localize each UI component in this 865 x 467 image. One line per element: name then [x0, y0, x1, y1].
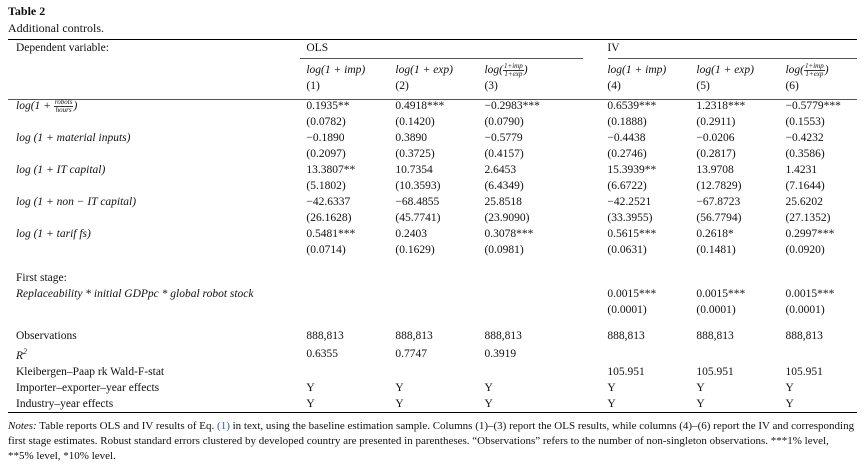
stat-cell: 888,813: [306, 330, 344, 342]
results-table: [8, 40, 857, 412]
se-cell: (6.6722): [607, 180, 647, 192]
row-label-non-it-capital: log (1 + non − IT capital): [16, 196, 137, 208]
se-cell: (45.7741): [395, 212, 441, 224]
stat-cell: [484, 364, 607, 380]
row-label-r2: $R^2$: [16, 347, 28, 362]
row-label-material: log (1 + material inputs): [16, 132, 131, 144]
coef-cell: 1.2318***: [696, 100, 746, 112]
stat-cell: Y: [395, 397, 404, 410]
col2-number: (2): [395, 80, 409, 92]
se-cell: (12.7829): [696, 180, 742, 192]
coef-cell: 25.6202: [785, 196, 823, 208]
coef-cell: 0.3078***: [484, 228, 534, 240]
coef-cell: [306, 286, 395, 302]
coef-cell: 0.1935**: [306, 100, 350, 112]
table-row: [8, 396, 857, 412]
col2-depvar: log(1 + exp): [395, 64, 453, 76]
table-notes: [8, 419, 857, 464]
table-row: [8, 380, 857, 396]
table-row: [8, 364, 857, 380]
first-stage-heading: First stage:: [16, 272, 67, 284]
coef-cell: 0.0015***: [696, 288, 746, 300]
stat-cell: 105.951: [696, 365, 734, 378]
stat-cell: 888,813: [696, 330, 734, 342]
table-row: [8, 130, 857, 146]
row-label-kp-stat: Kleibergen–Paap rk Wald-F-stat: [16, 365, 165, 378]
stat-cell: Y: [785, 381, 794, 394]
table-row: [8, 194, 857, 210]
stat-cell: Y: [484, 381, 493, 394]
stat-cell: Y: [607, 381, 616, 394]
dep-var-label: Dependent variable:: [16, 42, 109, 54]
se-cell: (0.0981): [484, 244, 524, 256]
row-label-imp-exp-fe: Importer–exporter–year effects: [16, 381, 160, 394]
se-cell: (0.0920): [785, 244, 825, 256]
stat-cell: 0.6355: [306, 347, 338, 360]
col4-number: (4): [607, 80, 621, 92]
stat-cell: Y: [696, 381, 705, 394]
equation-link[interactable]: (1): [217, 420, 230, 432]
se-cell: (0.3725): [395, 148, 435, 160]
coef-cell: 0.5481***: [306, 228, 356, 240]
col3-depvar: log( $\frac{\text{1+imp}}{1+\exp}$ ): [484, 61, 528, 78]
table-row: [8, 98, 857, 114]
table-row: [8, 270, 857, 286]
stat-cell: Y: [395, 381, 404, 394]
coef-cell: 0.0015***: [607, 288, 657, 300]
coef-cell: 0.3890: [395, 132, 428, 144]
se-cell: (56.7794): [696, 212, 742, 224]
coef-cell: [395, 286, 484, 302]
table-title: Table 2: [8, 4, 46, 18]
se-cell: (33.3955): [607, 212, 653, 224]
stat-cell: [607, 344, 696, 364]
stat-cell: [395, 364, 484, 380]
stat-cell: 888,813: [395, 330, 433, 342]
stat-cell: 888,813: [484, 330, 522, 342]
se-cell: (7.1644): [785, 180, 825, 192]
coef-cell: −0.5779: [484, 132, 523, 144]
table-row: [8, 328, 857, 344]
se-cell: (23.9090): [484, 212, 530, 224]
coef-cell: 1.4231: [785, 164, 818, 176]
coef-cell: 13.9708: [696, 164, 734, 176]
row-label-tariffs: log (1 + tarif fs): [16, 228, 91, 240]
coef-cell: 0.2997***: [785, 228, 835, 240]
se-cell: [306, 302, 395, 318]
se-cell: (6.4349): [484, 180, 524, 192]
ols-group-label: OLS: [306, 42, 329, 54]
se-cell: (0.2911): [696, 116, 736, 128]
col5-number: (5): [696, 80, 710, 92]
table-row: [8, 162, 857, 178]
coef-cell: −0.1890: [306, 132, 345, 144]
col6-depvar: log( $\frac{\text{1+imp}}{1+\exp}$ ): [785, 61, 829, 78]
col1-depvar: log(1 + imp): [306, 64, 366, 76]
coef-cell: 0.4918***: [395, 100, 445, 112]
stat-cell: 105.951: [607, 365, 645, 378]
row-label-first-stage: Replaceability * initial GDPpc * global robot stock: [16, 288, 254, 300]
se-cell: [395, 302, 484, 318]
se-cell: (5.1802): [306, 180, 346, 192]
table-row-se: [8, 146, 857, 162]
stat-cell: Y: [484, 397, 493, 410]
table-subtitle: Additional controls.: [8, 21, 104, 35]
header-row-numbers: [8, 78, 857, 94]
stat-cell: Y: [696, 397, 705, 410]
notes-text-1: Table reports OLS and IV results of Eq.: [36, 420, 218, 432]
coef-cell: 2.6453: [484, 164, 517, 176]
coef-cell: −68.4855: [395, 196, 440, 208]
table-row: [8, 226, 857, 242]
se-cell: (0.1888): [607, 116, 647, 128]
row-label-industry-fe: Industry–year effects: [16, 397, 114, 410]
stat-cell: 0.7747: [395, 347, 428, 360]
col3-number: (3): [484, 80, 498, 92]
se-cell: (0.0631): [607, 244, 647, 256]
coef-cell: −0.2983***: [484, 100, 540, 112]
se-cell: (0.1553): [785, 116, 825, 128]
stat-cell: 105.951: [785, 365, 823, 378]
se-cell: (0.4157): [484, 148, 524, 160]
stat-cell: [306, 364, 395, 380]
col1-number: (1): [306, 80, 320, 92]
coef-cell: 13.3807**: [306, 164, 356, 176]
se-cell: (0.0001): [607, 304, 647, 316]
se-cell: (0.0714): [306, 244, 346, 256]
coef-cell: 0.5615***: [607, 228, 657, 240]
table-row-se: [8, 178, 857, 194]
stat-cell: 888,813: [785, 330, 823, 342]
table-row-se: [8, 210, 857, 226]
col6-number: (6): [785, 80, 799, 92]
se-cell: (0.0001): [785, 304, 825, 316]
stat-cell: [785, 344, 857, 364]
coef-cell: −42.2521: [607, 196, 652, 208]
se-cell: (0.3586): [785, 148, 825, 160]
se-cell: (27.1352): [785, 212, 831, 224]
coef-cell: −0.4232: [785, 132, 824, 144]
se-cell: (0.0790): [484, 116, 524, 128]
coef-cell: 0.2618*: [696, 228, 734, 240]
se-cell: (0.1420): [395, 116, 435, 128]
row-label-observations: Observations: [16, 330, 77, 342]
table-row: [8, 286, 857, 302]
table-row: [8, 344, 857, 364]
notes-lead: Notes:: [8, 420, 37, 432]
row-label-it-capital: log (1 + IT capital): [16, 164, 106, 176]
coef-cell: 0.0015***: [785, 288, 835, 300]
col4-depvar: log(1 + imp): [607, 64, 667, 76]
coef-cell: 0.2403: [395, 228, 428, 240]
header-row-groups: [8, 40, 857, 56]
coef-cell: −0.4438: [607, 132, 646, 144]
se-cell: (0.0001): [696, 304, 736, 316]
se-cell: (26.1628): [306, 212, 352, 224]
stat-cell: Y: [306, 381, 315, 394]
coef-cell: 15.3939**: [607, 164, 657, 176]
stat-cell: Y: [607, 397, 616, 410]
coef-cell: −42.6337: [306, 196, 351, 208]
coef-cell: [484, 286, 607, 302]
stat-cell: 888,813: [607, 330, 645, 342]
se-cell: (0.1481): [696, 244, 736, 256]
row-label-robots: log(1 + $\frac{\text{robots}}{\text{hours}}$ ): [16, 97, 78, 114]
table-row-se: [8, 242, 857, 258]
stat-cell: Y: [306, 397, 315, 410]
table-row-se: [8, 302, 857, 318]
coef-cell: 10.7354: [395, 164, 433, 176]
se-cell: (0.0782): [306, 116, 346, 128]
se-cell: [484, 302, 607, 318]
se-cell: (10.3593): [395, 180, 441, 192]
se-cell: (0.2817): [696, 148, 736, 160]
notes-text-2: in text, using the baseline estimation sample. Columns (1)–(3) report the OLS results, while columns (4)–(6) report the IV and corresponding first stage estimates. Robust standard errors clustered by developed country are presented in parentheses. “Observations” refers to the number of non-singleton observations. ***1% level, **5% level, *10% level.: [8, 420, 855, 462]
coef-cell: 0.6539***: [607, 100, 657, 112]
se-cell: (0.1629): [395, 244, 435, 256]
stat-cell: Y: [785, 397, 794, 410]
se-cell: (0.2746): [607, 148, 647, 160]
coef-cell: −0.5779***: [785, 100, 841, 112]
iv-group-label: IV: [607, 42, 620, 54]
header-row-depvars: [8, 62, 857, 78]
stat-cell: [696, 344, 785, 364]
stat-cell: 0.3919: [484, 347, 517, 360]
se-cell: (0.2097): [306, 148, 346, 160]
coef-cell: 25.8518: [484, 196, 522, 208]
bottom-rule: [8, 412, 857, 413]
col5-depvar: log(1 + exp): [696, 64, 754, 76]
coef-cell: −0.0206: [696, 132, 735, 144]
coef-cell: −67.8723: [696, 196, 741, 208]
table-row-se: [8, 114, 857, 130]
